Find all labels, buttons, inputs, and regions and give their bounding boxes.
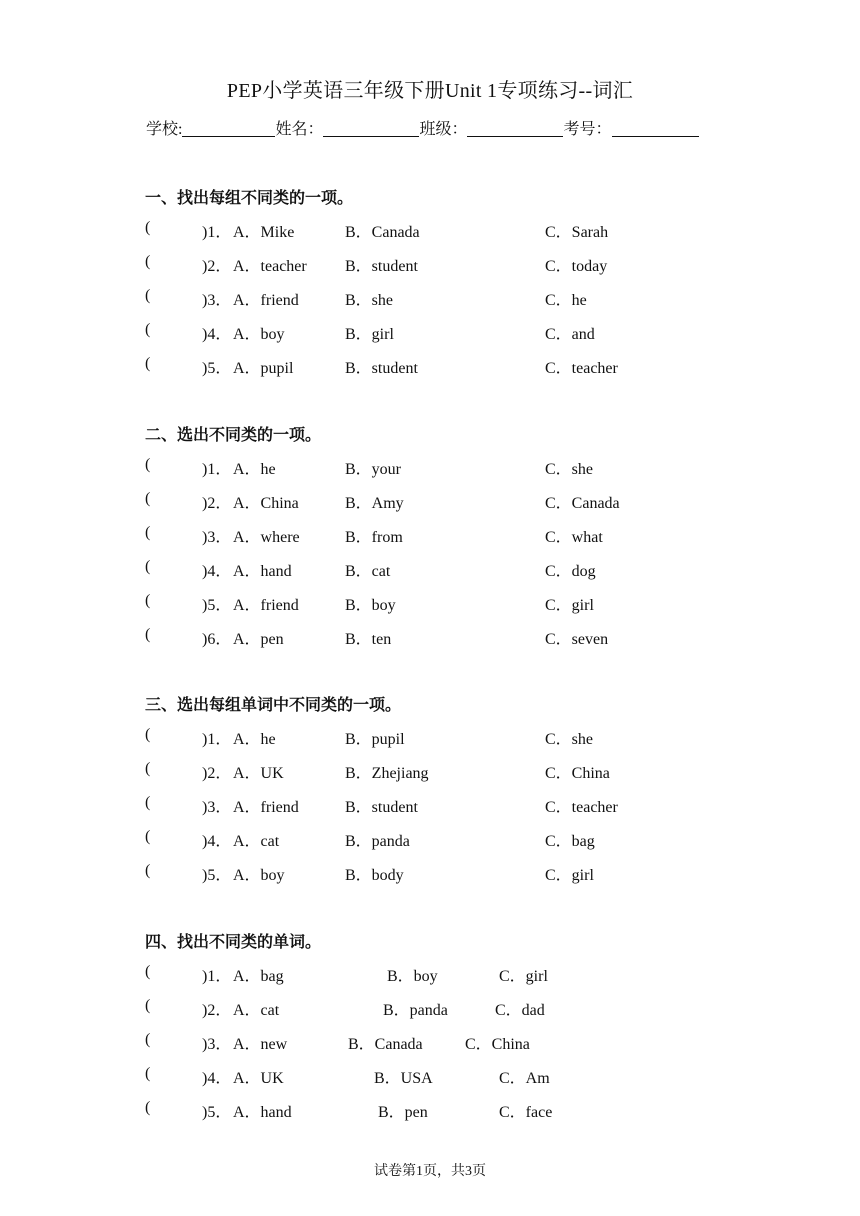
option-a: A．he bbox=[233, 731, 276, 748]
school-label: 学校: bbox=[146, 121, 183, 138]
option-a: A．friend bbox=[233, 799, 299, 816]
question-number: )2． bbox=[202, 495, 232, 512]
question-number: )2． bbox=[202, 1002, 232, 1019]
answer-paren[interactable]: ( bbox=[145, 592, 151, 609]
question-row bbox=[145, 828, 785, 850]
question-number: )5． bbox=[202, 597, 232, 614]
option-c: C．face bbox=[499, 1104, 553, 1121]
option-b: B．panda bbox=[383, 1002, 448, 1019]
answer-paren[interactable]: ( bbox=[145, 963, 151, 980]
class-label: 班级： bbox=[419, 121, 468, 138]
question-number: )1． bbox=[202, 968, 232, 985]
question-number: )5． bbox=[202, 1104, 232, 1121]
name-blank[interactable] bbox=[323, 120, 419, 137]
option-c: C．girl bbox=[499, 968, 548, 985]
option-a: A．hand bbox=[233, 1104, 292, 1121]
option-c: C．girl bbox=[545, 597, 594, 614]
option-c: C．dog bbox=[545, 563, 596, 580]
answer-paren[interactable]: ( bbox=[145, 626, 151, 643]
question-row bbox=[145, 592, 785, 614]
question-number: )4． bbox=[202, 1070, 232, 1087]
answer-paren[interactable]: ( bbox=[145, 828, 151, 845]
question-number: )3． bbox=[202, 292, 232, 309]
option-b: B．Zhejiang bbox=[345, 765, 429, 782]
exam-number-label: 考号： bbox=[563, 121, 612, 138]
option-c: C．and bbox=[545, 326, 595, 343]
question-number: )2． bbox=[202, 258, 232, 275]
question-number: )3． bbox=[202, 799, 232, 816]
question-row bbox=[145, 253, 785, 275]
option-b: B．pen bbox=[378, 1104, 428, 1121]
option-c: C．girl bbox=[545, 867, 594, 884]
option-c: C．dad bbox=[495, 1002, 545, 1019]
question-row bbox=[145, 963, 785, 985]
question-row bbox=[145, 558, 785, 580]
option-b: B．body bbox=[345, 867, 404, 884]
question-number: )1． bbox=[202, 461, 232, 478]
option-a: A．Mike bbox=[233, 224, 295, 241]
option-a: A．pupil bbox=[233, 360, 294, 377]
section-heading: 一、找出每组不同类的一项。 bbox=[145, 188, 354, 207]
option-b: B．boy bbox=[345, 597, 396, 614]
answer-paren[interactable]: ( bbox=[145, 355, 151, 372]
option-b: B．your bbox=[345, 461, 402, 478]
option-c: C．Sarah bbox=[545, 224, 609, 241]
answer-paren[interactable]: ( bbox=[145, 456, 151, 473]
question-number: )3． bbox=[202, 1036, 232, 1053]
option-c: C．seven bbox=[545, 631, 609, 648]
answer-paren[interactable]: ( bbox=[145, 1099, 151, 1116]
answer-paren[interactable]: ( bbox=[145, 558, 151, 575]
option-b: B．ten bbox=[345, 631, 392, 648]
name-label: 姓名： bbox=[275, 121, 324, 138]
option-b: B．boy bbox=[387, 968, 438, 985]
answer-paren[interactable]: ( bbox=[145, 321, 151, 338]
option-c: C．teacher bbox=[545, 799, 618, 816]
option-b: B．panda bbox=[345, 833, 410, 850]
option-a: A．where bbox=[233, 529, 300, 546]
option-b: B．cat bbox=[345, 563, 391, 580]
question-number: )5． bbox=[202, 360, 232, 377]
question-number: )6． bbox=[202, 631, 232, 648]
answer-paren[interactable]: ( bbox=[145, 862, 151, 879]
option-a: A．UK bbox=[233, 1070, 284, 1087]
page-footer: 试卷第1页，共3页 bbox=[374, 1164, 486, 1179]
question-number: )3． bbox=[202, 529, 232, 546]
option-b: B．she bbox=[345, 292, 394, 309]
option-a: A．cat bbox=[233, 833, 280, 850]
option-c: C．what bbox=[545, 529, 603, 546]
question-row bbox=[145, 997, 785, 1019]
section-heading: 二、选出不同类的一项。 bbox=[145, 425, 322, 444]
question-row bbox=[145, 321, 785, 343]
question-number: )4． bbox=[202, 326, 232, 343]
option-b: B．student bbox=[345, 799, 418, 816]
answer-paren[interactable]: ( bbox=[145, 997, 151, 1014]
answer-paren[interactable]: ( bbox=[145, 760, 151, 777]
answer-paren[interactable]: ( bbox=[145, 490, 151, 507]
class-blank[interactable] bbox=[467, 120, 563, 137]
question-row bbox=[145, 456, 785, 478]
answer-paren[interactable]: ( bbox=[145, 219, 151, 236]
question-row bbox=[145, 626, 785, 648]
option-c: C．Am bbox=[499, 1070, 550, 1087]
question-row bbox=[145, 355, 785, 377]
question-row bbox=[145, 1065, 785, 1087]
option-c: C．Canada bbox=[545, 495, 620, 512]
question-row bbox=[145, 524, 785, 546]
answer-paren[interactable]: ( bbox=[145, 524, 151, 541]
option-c: C．China bbox=[545, 765, 610, 782]
option-b: B．from bbox=[345, 529, 403, 546]
option-c: C．she bbox=[545, 461, 594, 478]
question-number: )2． bbox=[202, 765, 232, 782]
option-b: B．pupil bbox=[345, 731, 405, 748]
answer-paren[interactable]: ( bbox=[145, 287, 151, 304]
question-row bbox=[145, 1099, 785, 1121]
option-a: A．friend bbox=[233, 292, 299, 309]
school-blank[interactable] bbox=[182, 120, 275, 137]
option-a: A．pen bbox=[233, 631, 284, 648]
student-info-line bbox=[146, 116, 699, 139]
question-row bbox=[145, 862, 785, 884]
answer-paren[interactable]: ( bbox=[145, 1065, 151, 1082]
option-c: C．teacher bbox=[545, 360, 618, 377]
option-c: C．he bbox=[545, 292, 587, 309]
question-number: )1． bbox=[202, 224, 232, 241]
option-c: C．China bbox=[465, 1036, 530, 1053]
option-b: B．USA bbox=[374, 1070, 433, 1087]
question-row bbox=[145, 726, 785, 748]
option-b: B．student bbox=[345, 258, 418, 275]
question-number: )5． bbox=[202, 867, 232, 884]
option-c: C．today bbox=[545, 258, 608, 275]
option-a: A．new bbox=[233, 1036, 288, 1053]
option-c: C．bag bbox=[545, 833, 595, 850]
option-a: A．boy bbox=[233, 326, 285, 343]
option-b: B．student bbox=[345, 360, 418, 377]
option-a: A．he bbox=[233, 461, 276, 478]
option-a: A．friend bbox=[233, 597, 299, 614]
option-a: A．teacher bbox=[233, 258, 307, 275]
answer-paren[interactable]: ( bbox=[145, 794, 151, 811]
section-heading: 四、找出不同类的单词。 bbox=[145, 932, 322, 951]
section-heading: 三、选出每组单词中不同类的一项。 bbox=[145, 695, 402, 714]
option-b: B．Canada bbox=[348, 1036, 423, 1053]
option-a: A．hand bbox=[233, 563, 292, 580]
option-a: A．China bbox=[233, 495, 299, 512]
exam-number-blank[interactable] bbox=[612, 120, 699, 137]
answer-paren[interactable]: ( bbox=[145, 726, 151, 743]
option-b: B．girl bbox=[345, 326, 394, 343]
option-a: A．bag bbox=[233, 968, 284, 985]
answer-paren[interactable]: ( bbox=[145, 253, 151, 270]
option-a: A．cat bbox=[233, 1002, 280, 1019]
option-c: C．she bbox=[545, 731, 594, 748]
question-row bbox=[145, 287, 785, 309]
question-row bbox=[145, 794, 785, 816]
question-row bbox=[145, 490, 785, 512]
page-title: PEP小学英语三年级下册Unit 1专项练习--词汇 bbox=[226, 80, 634, 102]
option-a: A．UK bbox=[233, 765, 284, 782]
option-a: A．boy bbox=[233, 867, 285, 884]
question-row bbox=[145, 219, 785, 241]
answer-paren[interactable]: ( bbox=[145, 1031, 151, 1048]
question-number: )1． bbox=[202, 731, 232, 748]
option-b: B．Amy bbox=[345, 495, 404, 512]
question-number: )4． bbox=[202, 833, 232, 850]
question-row bbox=[145, 760, 785, 782]
question-number: )4． bbox=[202, 563, 232, 580]
option-b: B．Canada bbox=[345, 224, 420, 241]
question-row bbox=[145, 1031, 785, 1053]
